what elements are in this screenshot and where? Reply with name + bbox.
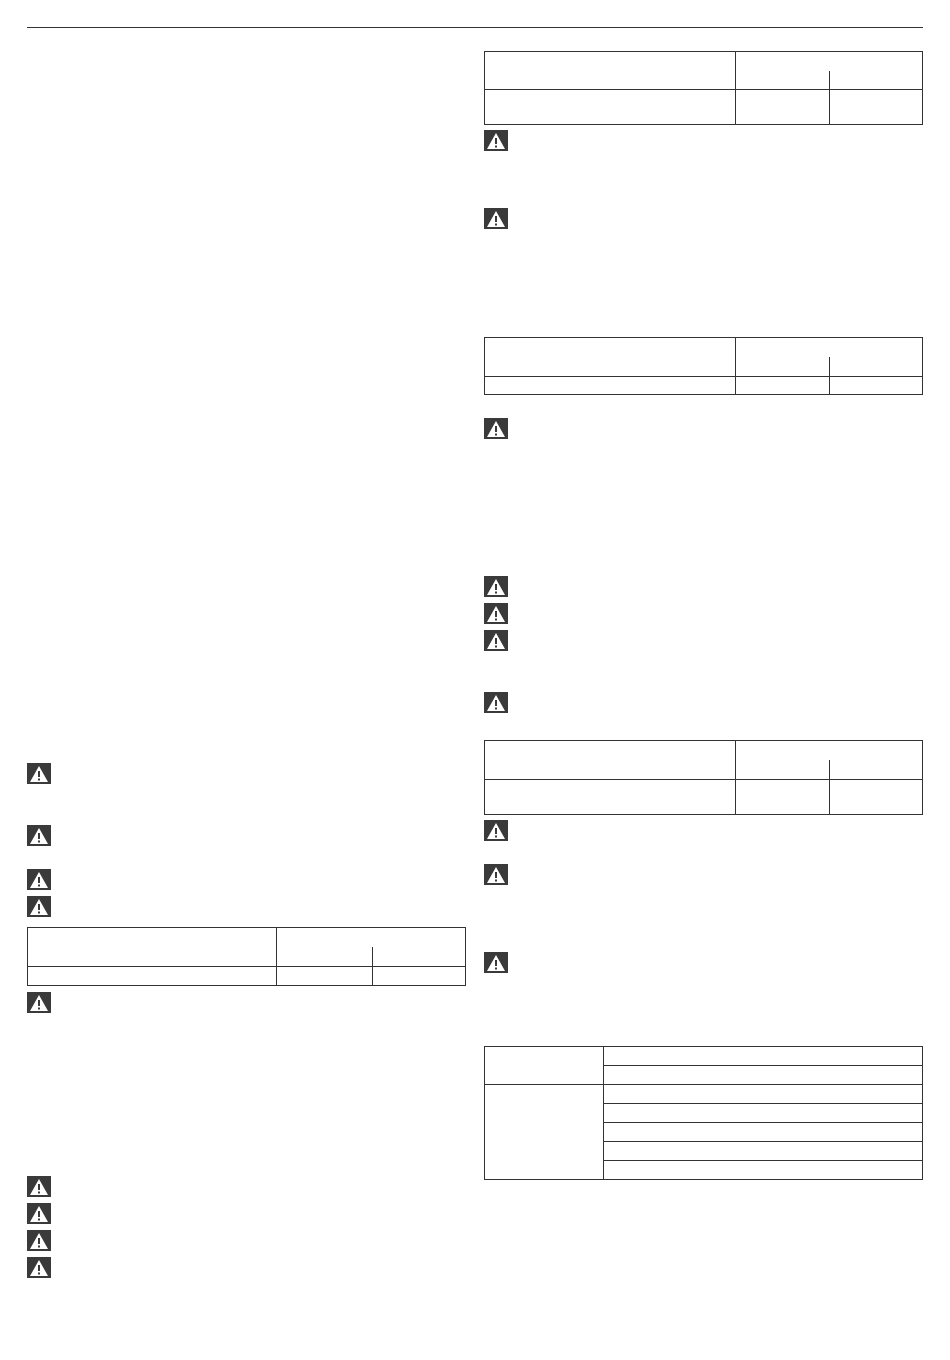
warning-icon [27,869,51,890]
warning-icon [484,820,508,841]
key-table-row-line [603,1160,922,1161]
spec-table-divider [735,338,736,394]
warning-icon [27,992,51,1013]
spec-table-row-line [28,966,465,967]
warning-icon [484,630,508,651]
key-table-row-line [603,1103,922,1104]
spec-table-row-line [485,779,922,780]
spec-table [27,927,466,986]
spec-table [484,337,923,395]
warning-icon [484,603,508,624]
warning-icon [27,1230,51,1251]
warning-icon [484,208,508,229]
warning-icon [27,763,51,784]
spec-table-divider [276,928,277,985]
header-rule [27,27,923,28]
warning-icon [27,1257,51,1278]
warning-icon [484,692,508,713]
warning-icon [484,864,508,885]
spec-table [484,51,923,125]
warning-icon [484,418,508,439]
key-table-row-line [603,1141,922,1142]
spec-table-row-line [485,89,922,90]
spec-table-divider [829,760,830,814]
warning-icon [27,1203,51,1224]
warning-icon [484,952,508,973]
spec-table-divider [829,71,830,124]
key-table [484,1046,923,1180]
warning-icon [484,130,508,151]
key-table-row-line [603,1122,922,1123]
warning-icon [27,1176,51,1197]
key-table-row-line [603,1065,922,1066]
warning-icon [27,825,51,846]
warning-icon [484,576,508,597]
spec-table-divider [735,741,736,814]
warning-icon [27,896,51,917]
key-table-row-line [485,1084,922,1085]
spec-table [484,740,923,815]
spec-table-divider [735,52,736,124]
spec-table-row-line [485,376,922,377]
